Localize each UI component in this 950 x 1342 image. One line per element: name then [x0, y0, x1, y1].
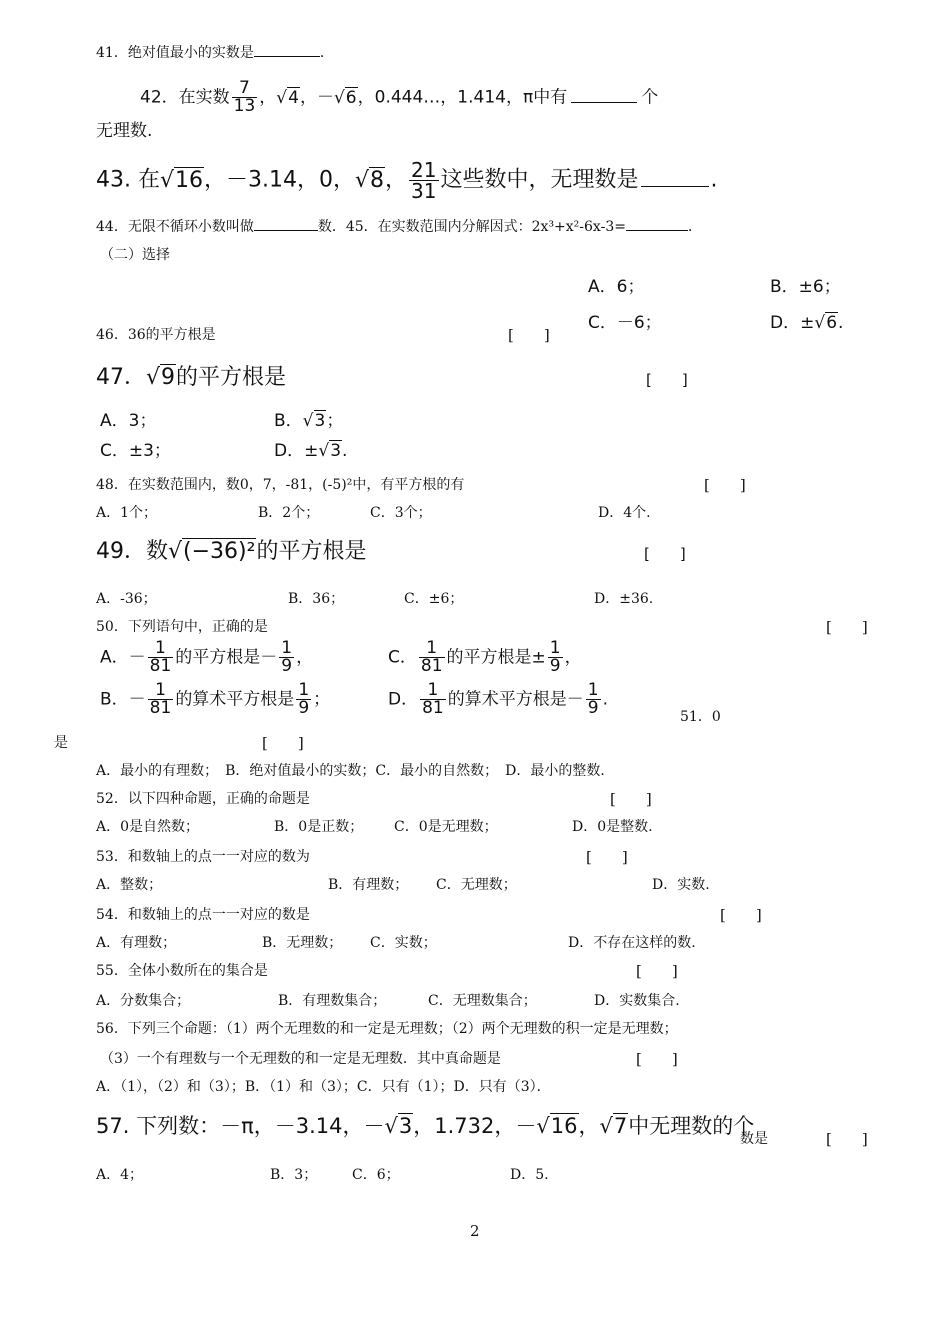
option-end: .: [838, 313, 844, 333]
q43: [96, 160, 718, 201]
q53-option-c: C．无理数；: [436, 877, 517, 893]
q53-option-b: B．有理数；: [328, 877, 409, 893]
q41: [96, 44, 334, 62]
q43-end: .: [710, 167, 718, 193]
option-text: 的算术平方根是－: [447, 689, 584, 710]
radicand: 16: [175, 167, 204, 193]
radicand: 9: [161, 365, 176, 390]
q51-head: 51．0: [680, 709, 721, 725]
q48-option-a: A．1个；: [96, 505, 158, 521]
numerator: 1: [281, 638, 293, 658]
q53-option-d: D．实数.: [652, 877, 710, 893]
numerator: 1: [420, 682, 446, 700]
sqrt-expr: √4: [276, 87, 299, 108]
answer-bracket[interactable]: [ ]: [826, 618, 868, 636]
radicand: 6: [826, 313, 838, 333]
radicand: 7: [613, 1114, 628, 1138]
denominator: 81: [149, 656, 172, 676]
section-title: （二）选择: [100, 247, 170, 263]
q57-small: 数是: [740, 1131, 768, 1147]
answer-bracket[interactable]: [ ]: [610, 790, 652, 808]
option-end: .: [602, 689, 608, 710]
answer-bracket[interactable]: [ ]: [636, 1050, 678, 1068]
q50-text: 50．下列语句中，正确的是: [96, 619, 268, 635]
numerator: 7: [232, 80, 258, 98]
q47-option-a: A．3；: [100, 411, 157, 431]
q41-text: 41．绝对值最小的实数是: [96, 45, 254, 61]
q53-option-a: A．整数；: [96, 877, 163, 893]
denominator: 81: [422, 698, 444, 718]
q49-option-c: C．±6；: [404, 591, 464, 607]
q47-number: 47．: [96, 365, 146, 390]
q47: 47．√9的平方根是: [96, 365, 287, 390]
q45-text: 数．45．在实数范围内分解因式：2x³+x²-6x-3=: [317, 219, 626, 235]
fraction: [409, 160, 438, 201]
q56-options: A．（1），（2）和（3）；B．（1）和（3）；C．只有（1）；D．只有（3）．: [96, 1079, 551, 1095]
q52-option-d: D．0是整数.: [572, 819, 653, 835]
q54-option-a: A．有理数；: [96, 935, 177, 951]
q54-option-b: B．无理数；: [262, 935, 343, 951]
q55-text: 55．全体小数所在的集合是: [96, 963, 268, 979]
radicand: 3: [314, 411, 326, 431]
option-end: .: [342, 441, 348, 461]
q54-option-c: C．实数；: [370, 935, 437, 951]
q43-mid: ，－3.14，0，: [204, 167, 355, 193]
q52-option-a: A．0是自然数；: [96, 819, 200, 835]
sqrt-expr: √8: [355, 167, 385, 193]
option-end: ，: [296, 647, 314, 668]
q55-option-b: B．有理数集合；: [278, 993, 387, 1009]
q52-option-b: B．0是正数；: [274, 819, 364, 835]
answer-bracket[interactable]: [ ]: [826, 1130, 868, 1148]
q49-option-a: A．-36；: [96, 591, 157, 607]
q50-option-a: [100, 640, 313, 675]
numerator: 1: [148, 682, 174, 700]
q49-text: 的平方根是: [256, 539, 367, 564]
q52-option-c: C．0是无理数；: [394, 819, 498, 835]
q48-text: 48．在实数范围内，数0，7，-81，(-5)²中，有平方根的有: [96, 477, 465, 493]
q42-prefix: 42．在实数: [140, 87, 230, 108]
numerator: 1: [587, 680, 599, 700]
q47-option-d: D．±√3.: [274, 441, 348, 461]
sqrt-expr: √6: [333, 87, 357, 108]
answer-bracket[interactable]: [ ]: [586, 848, 628, 866]
numerator: 1: [419, 640, 445, 658]
q55-option-c: C．无理数集合；: [428, 993, 537, 1009]
separator: ，: [259, 87, 277, 108]
q50-option-c: [388, 640, 582, 675]
q49-number: 49．数: [96, 539, 168, 564]
radicand: 6: [345, 87, 357, 108]
q42-end: 个: [641, 87, 659, 108]
numerator: 1: [549, 638, 561, 658]
option-end: ；: [326, 411, 344, 431]
answer-bracket[interactable]: [ ]: [644, 545, 686, 563]
q49-option-d: D．±36.: [594, 591, 654, 607]
answer-blank[interactable]: [626, 230, 688, 231]
option-label: B．: [274, 411, 303, 431]
q56-line1: 56．下列三个命题：（1）两个无理数的和一定是无理数；（2）两个无理数的积一定是无理数；: [96, 1021, 678, 1037]
q46-option-b: B．±6；: [770, 277, 841, 297]
option-text: 的算术平方根是: [175, 689, 295, 710]
q57-text: 57. 下列数：－π，－3.14，－: [96, 1114, 385, 1138]
q57-option-d: D．5.: [510, 1167, 549, 1183]
answer-bracket[interactable]: [ ]: [508, 326, 550, 344]
answer-blank[interactable]: [641, 186, 709, 187]
q48-option-b: B．2个；: [258, 505, 320, 521]
q55-option-a: A．分数集合；: [96, 993, 191, 1009]
q57-option-c: C．6；: [352, 1167, 400, 1183]
radicand: 16: [550, 1114, 578, 1138]
option-text: 的平方根是－: [175, 647, 278, 668]
answer-bracket[interactable]: [ ]: [646, 371, 688, 389]
q48-option-c: C．3个；: [370, 505, 432, 521]
q57-option-a: A．4；: [96, 1167, 144, 1183]
q45-end: ．: [687, 219, 702, 235]
minus-sign: －: [316, 87, 334, 108]
q53-text: 53．和数轴上的点一一对应的数为: [96, 849, 310, 865]
q42-rest: ，0.444…，1.414，π中有: [357, 87, 568, 108]
option-text: 的平方根是±: [446, 647, 546, 668]
q46-option-a: A．6；: [588, 277, 645, 297]
q47-option-c: C．±3；: [100, 441, 171, 461]
q55-option-d: D．实数集合.: [594, 993, 680, 1009]
q43-rest: 这些数中，无理数是: [440, 167, 639, 193]
answer-blank[interactable]: [254, 230, 318, 231]
answer-blank[interactable]: [254, 56, 320, 57]
denominator: 9: [298, 698, 310, 718]
separator: ，: [299, 87, 317, 108]
answer-blank[interactable]: [571, 102, 637, 103]
denominator: 81: [420, 656, 443, 676]
q44-text: 44．无限不循环小数叫做: [96, 219, 254, 235]
radicand: 8: [370, 167, 385, 193]
page-number: 2: [470, 1222, 480, 1240]
denominator: 9: [281, 656, 293, 676]
q49-option-b: B．36；: [288, 591, 345, 607]
option-label: D．: [388, 689, 419, 710]
separator: ，: [578, 1114, 600, 1138]
q44: [96, 218, 702, 236]
q42-line2: 无理数.: [96, 121, 153, 141]
q57-option-b: B．3；: [270, 1167, 318, 1183]
radicand: 3: [398, 1114, 413, 1138]
option-label: A．－: [100, 647, 146, 668]
answer-bracket[interactable]: [ ]: [720, 906, 762, 924]
denominator: 81: [149, 698, 172, 718]
q48-option-d: D．4个.: [598, 505, 651, 521]
numerator: 1: [148, 640, 174, 658]
denominator: 31: [411, 179, 437, 203]
q50-option-b: [100, 682, 330, 717]
q47-option-b: B．√3；: [274, 411, 344, 431]
q49: 49．数√(−36)²的平方根是: [96, 539, 367, 564]
separator: ，: [385, 167, 408, 193]
q50-option-d: [388, 682, 608, 717]
radicand: 3: [330, 441, 342, 461]
q54-option-d: D．不存在这样的数.: [568, 935, 696, 951]
radicand: (−36)²: [183, 539, 256, 564]
fraction: [232, 80, 258, 115]
q51-tail: 是: [54, 735, 68, 751]
q46-option-d: D．±√6.: [770, 313, 844, 333]
option-label: C．: [388, 647, 417, 668]
answer-bracket[interactable]: [ ]: [704, 476, 746, 494]
q57: 57. 下列数：－π，－3.14，－√3，1.732，－√16，√7中无理数的个: [96, 1114, 755, 1138]
q56-line2: （3）一个有理数与一个无理数的和一定是无理数．其中真命题是: [100, 1051, 501, 1067]
denominator: 9: [549, 656, 561, 676]
answer-bracket[interactable]: [ ]: [636, 962, 678, 980]
q46-option-c: C．－6；: [588, 313, 662, 333]
denominator: 9: [587, 698, 599, 718]
q42: [140, 80, 658, 115]
denominator: 13: [233, 96, 256, 116]
q47-text: 的平方根是: [176, 365, 287, 390]
numerator: 1: [298, 680, 310, 700]
q54-text: 54．和数轴上的点一一对应的数是: [96, 907, 310, 923]
sqrt-expr: √16: [159, 167, 204, 193]
q51-options: A．最小的有理数； B．绝对值最小的实数；C．最小的自然数； D．最小的整数．: [96, 763, 615, 779]
q46-text: 46．36的平方根是: [96, 327, 216, 343]
option-label: D．±: [274, 441, 319, 461]
radicand: 4: [288, 87, 299, 108]
q41-end: ．: [319, 45, 334, 61]
q57-mid: ，1.732，－: [413, 1114, 537, 1138]
q52-text: 52．以下四种命题，正确的命题是: [96, 791, 310, 807]
option-end: ；: [313, 689, 331, 710]
numerator: 21: [411, 158, 437, 182]
option-label: D．±: [770, 313, 815, 333]
q43-prefix: 43. 在: [96, 167, 160, 193]
option-end: ，: [564, 647, 582, 668]
q57-post: 中无理数的个: [628, 1114, 755, 1138]
answer-bracket[interactable]: [ ]: [262, 734, 304, 752]
option-label: B．－: [100, 689, 146, 710]
